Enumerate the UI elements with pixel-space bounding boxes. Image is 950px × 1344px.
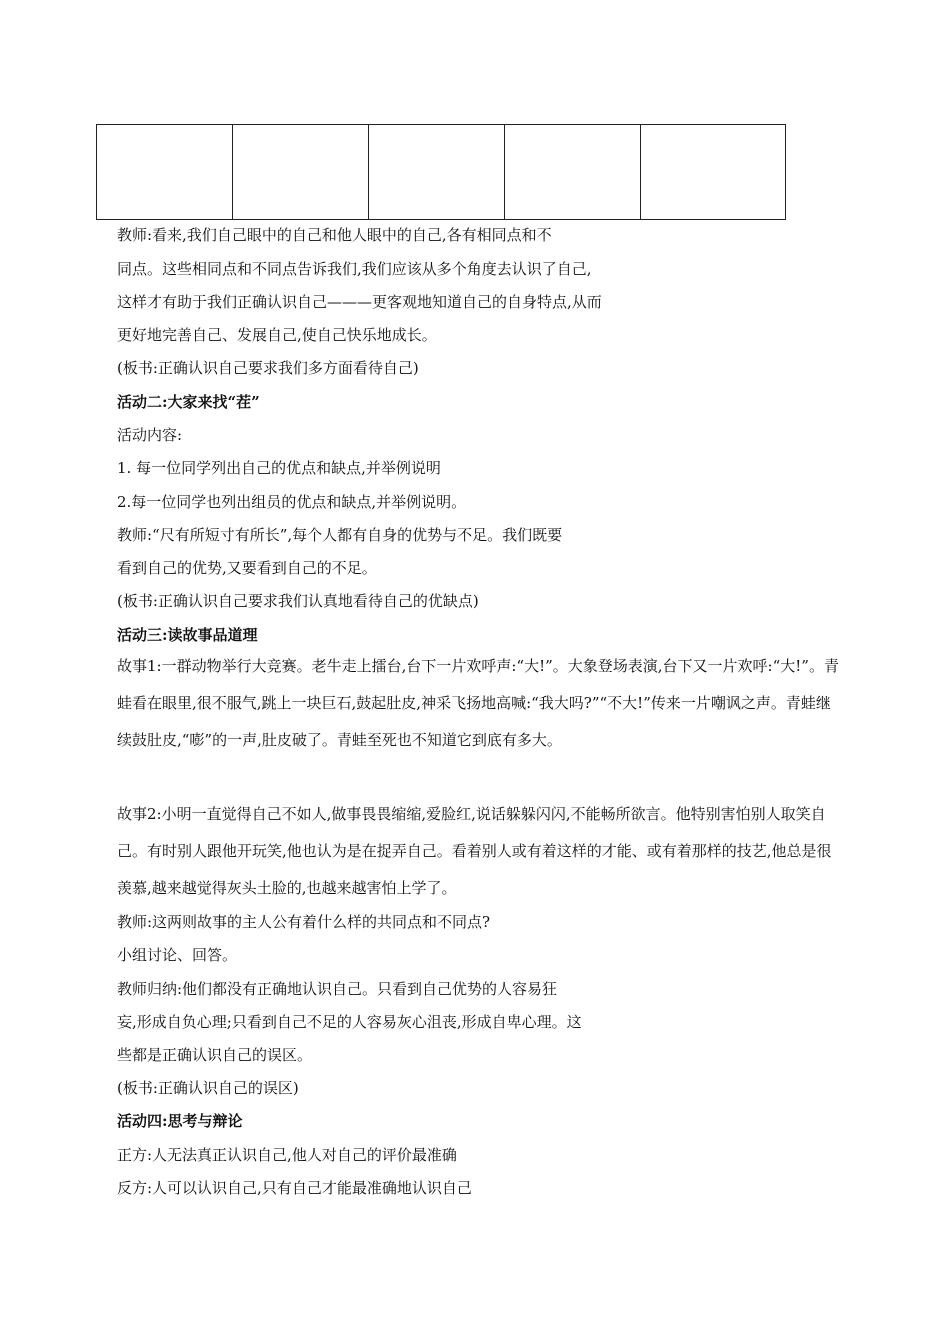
paragraph-line: 看到自己的优势,又要看到自己的不足。	[117, 559, 377, 577]
section-heading: 活动四:思考与辩论	[117, 1112, 243, 1130]
list-item: 2.每一位同学也列出组员的优点和缺点,并举例说明。	[117, 493, 467, 511]
paragraph-line: 这样才有助于我们正确认识自己———更客观地知道自己的自身特点,从而	[117, 293, 602, 311]
table-cell	[369, 125, 505, 220]
paragraph-line: 同点。这些相同点和不同点告诉我们,我们应该从多个角度去认识了自己,	[117, 260, 592, 278]
table-row	[97, 125, 786, 220]
paragraph-line: 小组讨论、回答。	[117, 946, 238, 964]
paragraph-line: 妄,形成自负心理;只看到自己不足的人容易灰心沮丧,形成自卑心理。这	[117, 1013, 582, 1031]
board-note: (板书:正确认识自己的误区)	[117, 1079, 299, 1097]
section-heading: 活动二:大家来找“茬”	[117, 393, 260, 411]
blank-table	[96, 124, 786, 220]
story-paragraph: 故事1:一群动物举行大竞赛。老牛走上擂台,台下一片欢呼声:“大!”。大象登场表演,台下又一片欢呼:“大!”。青蛙看在眼里,很不服气,跳上一块巨石,鼓起肚皮,神采飞扬地高喊:“我大吗?”“不大!”传来一片嘲讽之声。青蛙继续鼓肚皮,“嘭”的一声,肚皮破了。青蛙至死也不知道它到底有多大。	[117, 657, 839, 749]
paragraph-line: 教师:这两则故事的主人公有着什么样的共同点和不同点?	[117, 913, 491, 931]
section-heading: 活动三:读故事品道理	[117, 626, 258, 644]
paragraph-line: 教师:看来,我们自己眼中的自己和他人眼中的自己,各有相同点和不	[117, 226, 552, 244]
paragraph-line: 教师:“尺有所短寸有所长”,每个人都有自身的优势与不足。我们既要	[117, 526, 563, 544]
story-paragraph: 故事2:小明一直觉得自己不如人,做事畏畏缩缩,爱脸红,说话躲躲闪闪,不能畅所欲言。他特别害怕别人取笑自己。有时别人跟他开玩笑,他也认为是在捉弄自己。看着别人或有着这样的才能、或有着那样的技艺,他总是很羡慕,越来越觉得灰头土脸的,也越来越害怕上学了。	[117, 805, 832, 897]
table-cell	[641, 125, 786, 220]
paragraph-line: 反方:人可以认识自己,只有自己才能最准确地认识自己	[117, 1179, 472, 1197]
table-cell	[505, 125, 641, 220]
board-note: (板书:正确认识自己要求我们认真地看待自己的优缺点)	[117, 592, 479, 610]
paragraph-line: 教师归纳:他们都没有正确地认识自己。只看到自己优势的人容易狂	[117, 980, 558, 998]
list-item: 1. 每一位同学列出自己的优点和缺点,并举例说明	[117, 459, 441, 477]
board-note: (板书:正确认识自己要求我们多方面看待自己)	[117, 359, 419, 377]
paragraph-line: 些都是正确认识自己的误区。	[117, 1046, 313, 1064]
table-cell	[233, 125, 369, 220]
paragraph-line: 活动内容:	[117, 426, 183, 444]
table-cell	[97, 125, 233, 220]
paragraph-line: 正方:人无法真正认识自己,他人对自己的评价最准确	[117, 1146, 457, 1164]
paragraph-line: 更好地完善自己、发展自己,使自己快乐地成长。	[117, 326, 437, 344]
